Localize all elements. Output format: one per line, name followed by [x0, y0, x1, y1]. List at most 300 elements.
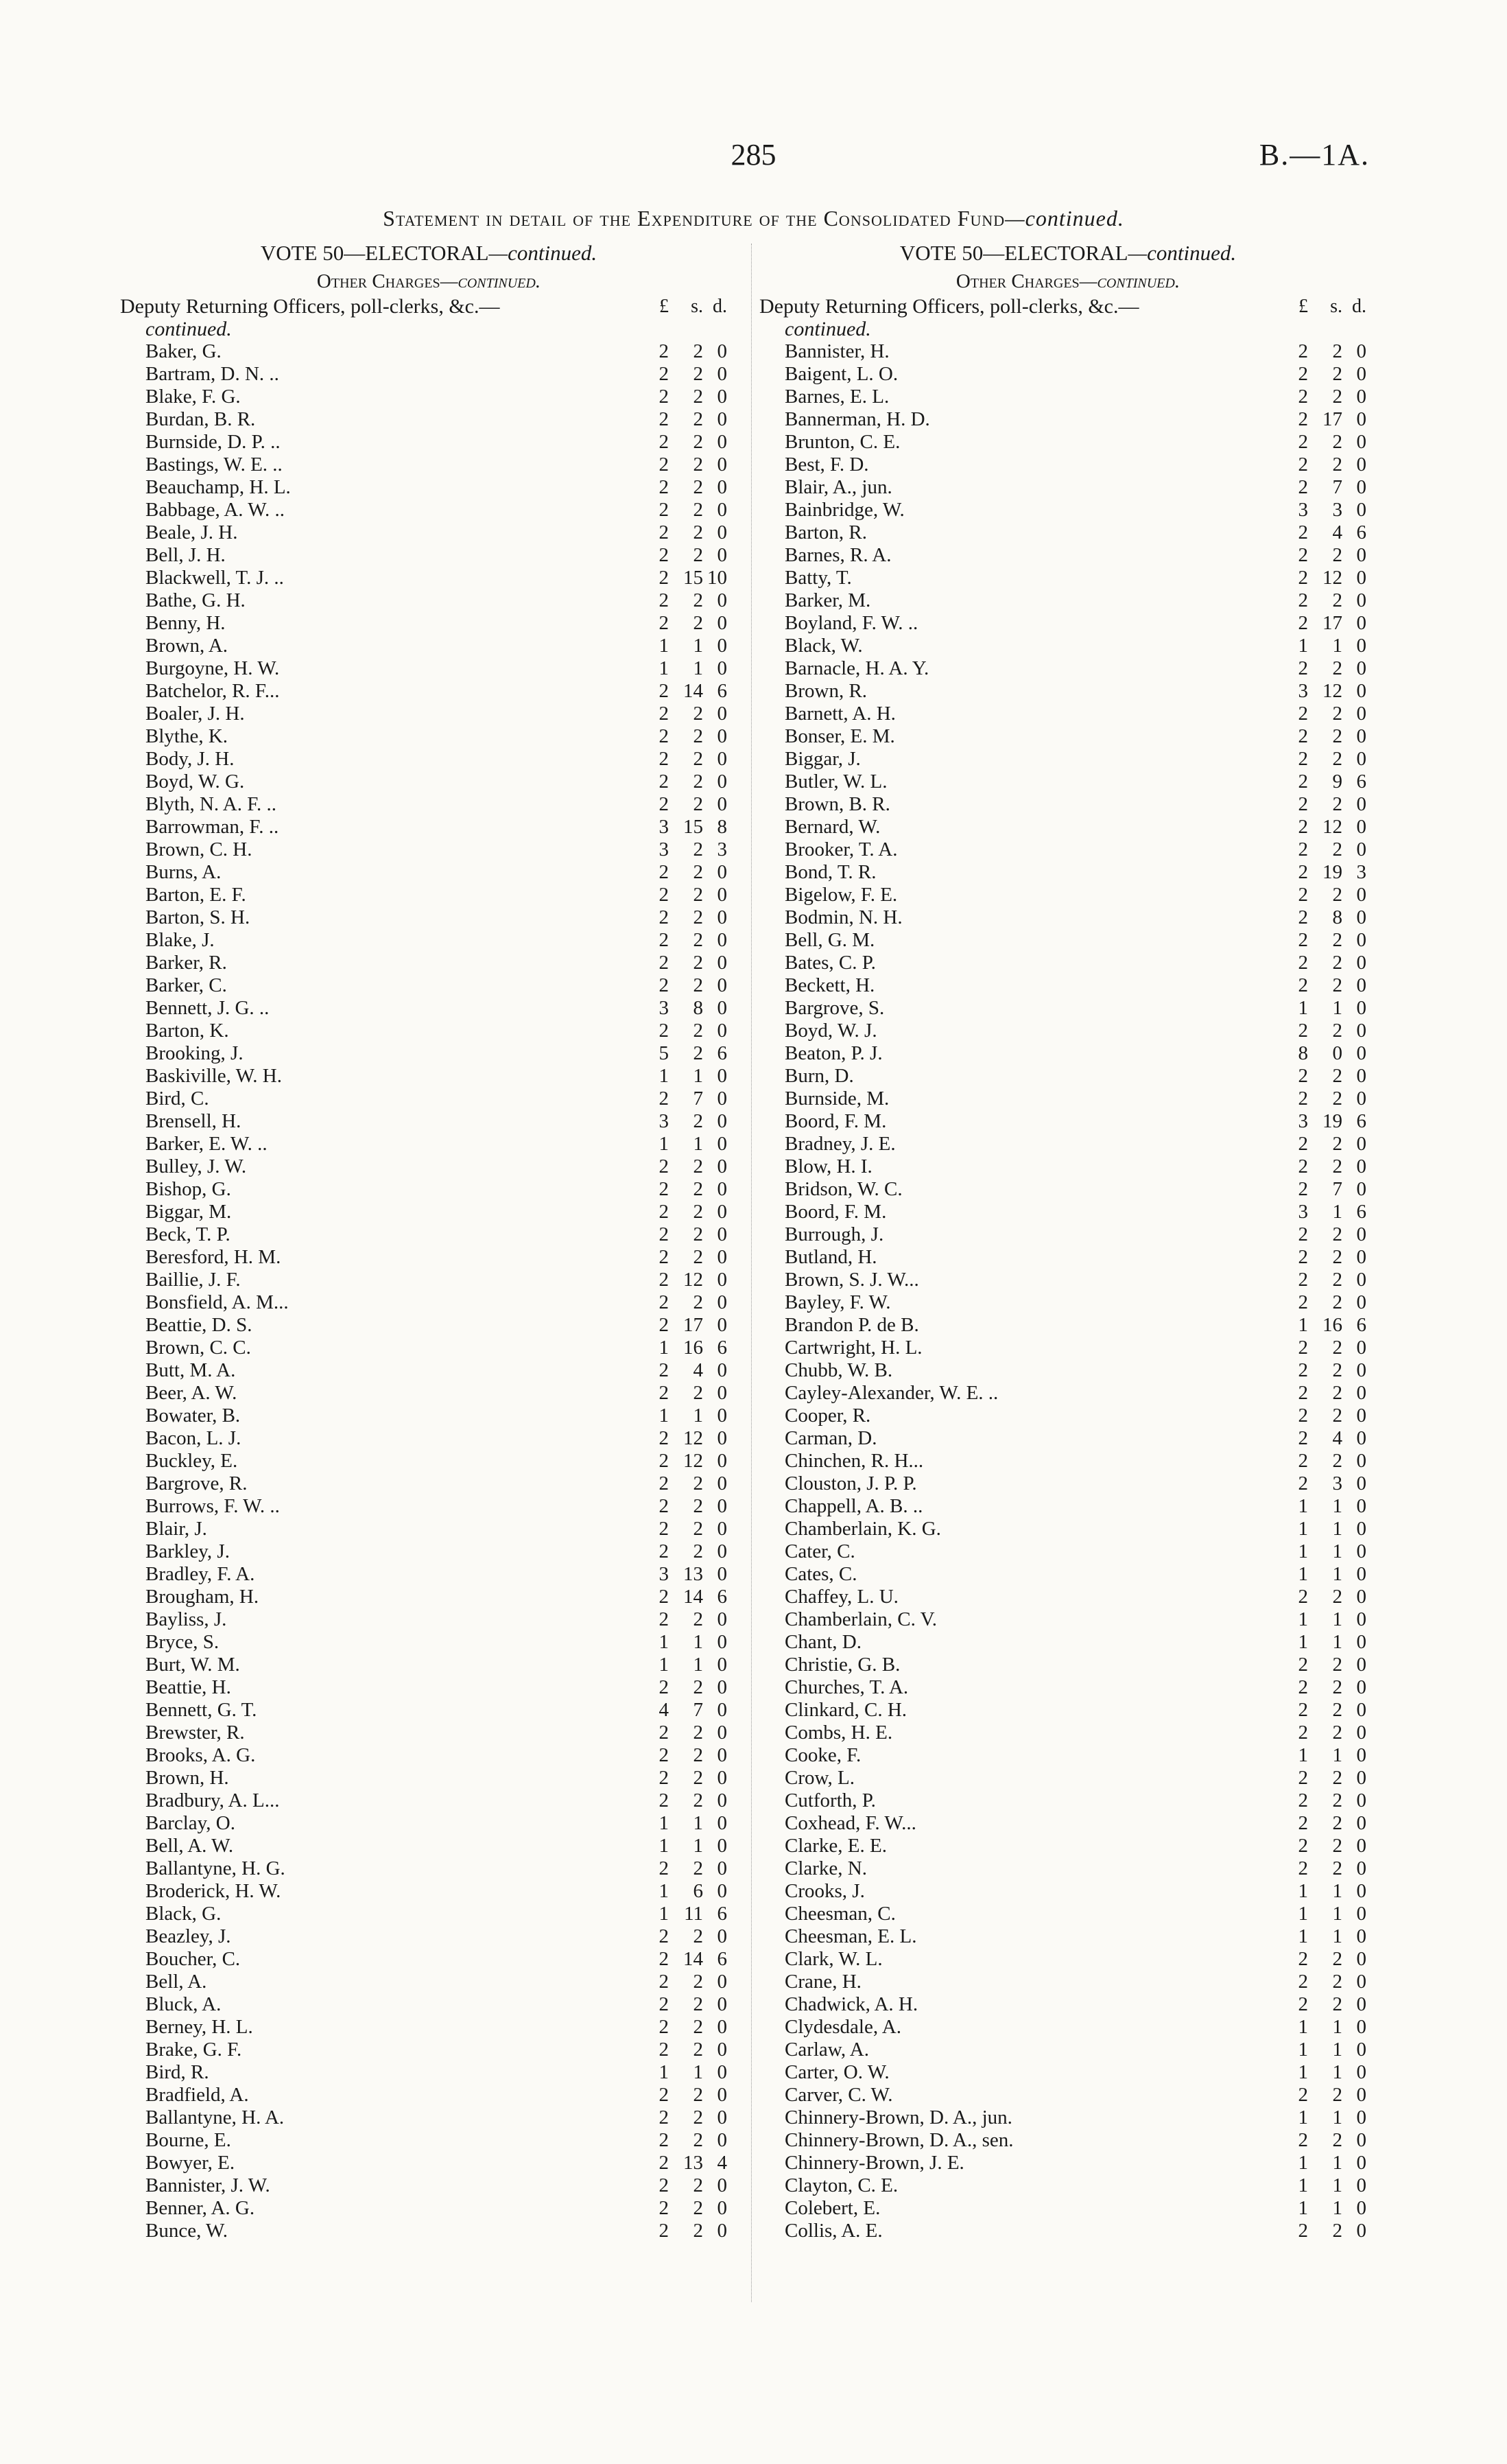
vote-heading-text: VOTE 50—ELECTORAL	[899, 241, 1128, 265]
amount-shillings: 12	[683, 1450, 703, 1472]
amount-shillings: 2	[693, 1744, 703, 1766]
table-row	[759, 544, 1377, 567]
amount-pounds: 2	[658, 2197, 669, 2219]
payee-name: Beattie, H.	[145, 1676, 231, 1698]
amount-pence: 6	[1356, 771, 1366, 793]
amount-pence: 0	[717, 657, 727, 679]
amount-pence: 4	[717, 2152, 727, 2174]
amount-shillings: 2	[693, 2129, 703, 2151]
table-row	[120, 884, 737, 906]
table-row	[759, 1201, 1377, 1223]
amount-pounds: 1	[1298, 1903, 1308, 1925]
amount-pence: 0	[717, 363, 727, 385]
table-row	[759, 386, 1377, 408]
amount-pounds: 2	[1298, 431, 1308, 453]
amount-pence: 0	[717, 1835, 727, 1857]
amount-pounds: 1	[658, 657, 669, 679]
amount-pence: 0	[1356, 1020, 1366, 1042]
charges-heading-text: Other Charges	[956, 270, 1080, 292]
table-row	[759, 1223, 1377, 1246]
payee-name: Benner, A. G.	[145, 2197, 255, 2219]
amount-pounds: 2	[1298, 1246, 1308, 1268]
amount-pounds: 2	[1298, 2129, 1308, 2151]
amount-pounds: 2	[658, 386, 669, 408]
table-row	[120, 1495, 737, 1518]
amount-shillings: 2	[1332, 2129, 1342, 2151]
amount-shillings: 2	[1332, 725, 1342, 747]
amount-pence: 0	[1356, 1133, 1366, 1155]
payee-name: Bannister, J. W.	[145, 2174, 270, 2196]
payee-name: Crow, L.	[785, 1767, 855, 1789]
amount-shillings: 2	[693, 703, 703, 725]
amount-pence: 0	[717, 1088, 727, 1110]
amount-pence: 0	[1356, 2220, 1366, 2242]
table-row	[120, 1405, 737, 1427]
amount-shillings: 13	[683, 1563, 703, 1585]
payee-name: Chant, D.	[785, 1631, 862, 1653]
amount-shillings: 2	[1332, 884, 1342, 906]
amount-pounds: 2	[1298, 454, 1308, 476]
table-row	[759, 725, 1377, 748]
payee-name: Cater, C.	[785, 1540, 855, 1562]
amount-shillings: 2	[693, 2197, 703, 2219]
table-row	[120, 1201, 737, 1223]
amount-pounds: 2	[1298, 544, 1308, 566]
amount-shillings: 2	[1332, 1065, 1342, 1087]
payee-name: Berney, H. L.	[145, 2016, 253, 2038]
payee-name: Bell, J. H.	[145, 544, 226, 566]
amount-shillings: 2	[693, 1971, 703, 1993]
charges-heading-text: Other Charges	[316, 270, 440, 292]
table-row	[759, 1790, 1377, 1812]
table-row	[120, 1427, 737, 1450]
amount-pounds: 3	[658, 838, 669, 860]
table-row	[120, 1993, 737, 2016]
table-row	[759, 1382, 1377, 1405]
amount-pounds: 1	[1298, 635, 1308, 657]
payee-name: Ballantyne, H. A.	[145, 2107, 285, 2128]
amount-pounds: 1	[658, 2061, 669, 2083]
amount-pounds: 2	[1298, 1223, 1308, 1245]
payee-name: Black, W.	[785, 635, 863, 657]
amount-shillings: 2	[693, 884, 703, 906]
payee-name: Clinkard, C. H.	[785, 1699, 907, 1721]
amount-shillings: 2	[1332, 1450, 1342, 1472]
table-row	[759, 1586, 1377, 1608]
amount-shillings: 2	[693, 1722, 703, 1744]
amount-pounds: 2	[658, 1450, 669, 1472]
table-row	[759, 1676, 1377, 1699]
amount-pounds: 1	[658, 1631, 669, 1653]
shillings-header: s.	[1330, 296, 1342, 317]
amount-pence: 0	[1356, 1088, 1366, 1110]
table-row	[759, 1540, 1377, 1563]
table-row	[120, 1903, 737, 1925]
amount-pounds: 2	[1298, 861, 1308, 883]
amount-pounds: 2	[658, 1857, 669, 1879]
amount-pence: 0	[1356, 838, 1366, 860]
amount-shillings: 7	[693, 1088, 703, 1110]
amount-shillings: 2	[1332, 1269, 1342, 1291]
amount-pence: 0	[717, 771, 727, 793]
payee-name: Batty, T.	[785, 567, 852, 589]
amount-shillings: 11	[684, 1903, 703, 1925]
payee-name: Black, G.	[145, 1903, 222, 1925]
amount-shillings: 2	[693, 1042, 703, 1064]
amount-pence: 10	[707, 567, 727, 589]
payee-name: Brake, G. F.	[145, 2039, 242, 2061]
amount-shillings: 2	[1332, 748, 1342, 770]
table-row	[120, 1880, 737, 1903]
amount-shillings: 1	[693, 1133, 703, 1155]
amount-shillings: 17	[1322, 612, 1342, 634]
amount-pounds: 2	[658, 974, 669, 996]
amount-pence: 0	[1356, 499, 1366, 521]
payee-name: Babbage, A. W. ..	[145, 499, 285, 521]
amount-pounds: 1	[1298, 1563, 1308, 1585]
payee-name: Bulley, J. W.	[145, 1155, 247, 1177]
payee-name: Clarke, E. E.	[785, 1835, 887, 1857]
amount-shillings: 2	[1332, 1586, 1342, 1608]
amount-shillings: 19	[1322, 861, 1342, 883]
payee-name: Cates, C.	[785, 1563, 857, 1585]
amount-shillings: 2	[693, 1223, 703, 1245]
payee-name: Bainbridge, W.	[785, 499, 905, 521]
amount-pounds: 2	[1298, 567, 1308, 589]
table-row	[759, 2016, 1377, 2039]
amount-pence: 0	[717, 1291, 727, 1313]
payee-name: Burgoyne, H. W.	[145, 657, 280, 679]
amount-pence: 0	[717, 997, 727, 1019]
amount-pence: 0	[717, 431, 727, 453]
payee-name: Burrows, F. W. ..	[145, 1495, 280, 1517]
payee-name: Boyland, F. W. ..	[785, 612, 918, 634]
table-row	[759, 1359, 1377, 1382]
amount-pence: 0	[717, 2107, 727, 2128]
amount-shillings: 2	[1332, 1790, 1342, 1811]
amount-pounds: 2	[658, 929, 669, 951]
amount-shillings: 2	[1332, 1133, 1342, 1155]
amount-pounds: 2	[658, 1020, 669, 1042]
amount-pounds: 2	[1298, 657, 1308, 679]
amount-pence: 3	[717, 838, 727, 860]
table-row	[759, 1948, 1377, 1971]
table-row	[759, 1767, 1377, 1790]
table-row	[120, 1608, 737, 1631]
table-row	[120, 1925, 737, 1948]
payee-name: Brooks, A. G.	[145, 1744, 256, 1766]
amount-pence: 0	[1356, 929, 1366, 951]
amount-pounds: 2	[1298, 838, 1308, 860]
amount-pounds: 2	[658, 861, 669, 883]
payee-name: Cheesman, C.	[785, 1903, 896, 1925]
amount-shillings: 2	[693, 1495, 703, 1517]
amount-shillings: 2	[1332, 1857, 1342, 1879]
table-row	[759, 476, 1377, 499]
amount-shillings: 2	[693, 340, 703, 362]
amount-pence: 0	[1356, 884, 1366, 906]
table-row	[759, 1314, 1377, 1337]
payee-name: Clydesdale, A.	[785, 2016, 901, 2038]
vote-heading-text: VOTE 50—ELECTORAL	[260, 241, 489, 265]
amount-shillings: 2	[1332, 589, 1342, 611]
table-row	[759, 838, 1377, 861]
table-row	[120, 1178, 737, 1201]
amount-shillings: 2	[1332, 1676, 1342, 1698]
table-row	[120, 1020, 737, 1042]
table-row	[120, 1971, 737, 1993]
amount-pence: 0	[1356, 1993, 1366, 2015]
amount-pence: 0	[717, 2061, 727, 2083]
payee-name: Bradley, F. A.	[145, 1563, 255, 1585]
payee-name: Bishop, G.	[145, 1178, 231, 1200]
table-row	[759, 2220, 1377, 2242]
amount-pounds: 2	[658, 906, 669, 928]
amount-pence: 0	[717, 1472, 727, 1494]
amount-pence: 0	[1356, 1495, 1366, 1517]
table-row	[759, 1563, 1377, 1586]
table-row	[120, 906, 737, 929]
table-row	[120, 1835, 737, 1857]
payee-name: Butler, W. L.	[785, 771, 888, 793]
amount-pence: 0	[1356, 1744, 1366, 1766]
table-row	[759, 1699, 1377, 1722]
table-row	[120, 793, 737, 816]
amount-pence: 0	[717, 861, 727, 883]
amount-pence: 0	[1356, 1790, 1366, 1811]
table-row	[759, 1608, 1377, 1631]
amount-pence: 0	[717, 1676, 727, 1698]
amount-pounds: 2	[658, 1382, 669, 1404]
payee-name: Brown, C. H.	[145, 838, 252, 860]
table-row	[759, 1405, 1377, 1427]
table-row	[120, 2152, 737, 2174]
table-row	[759, 567, 1377, 589]
amount-pence: 0	[717, 1020, 727, 1042]
payee-name: Brown, A.	[145, 635, 228, 657]
payee-name: Burnside, M.	[785, 1088, 890, 1110]
amount-pence: 0	[717, 725, 727, 747]
payee-name: Barker, R.	[145, 952, 227, 974]
statement-title	[0, 206, 1507, 231]
table-row	[759, 1993, 1377, 2016]
table-row	[759, 1291, 1377, 1314]
amount-shillings: 14	[683, 1948, 703, 1970]
amount-shillings: 2	[693, 2174, 703, 2196]
table-row	[759, 929, 1377, 952]
amount-shillings: 2	[693, 612, 703, 634]
table-row	[120, 386, 737, 408]
payee-name: Beale, J. H.	[145, 521, 238, 543]
table-row	[120, 521, 737, 544]
amount-pence: 0	[717, 974, 727, 996]
amount-pence: 0	[1356, 1337, 1366, 1359]
table-row	[759, 1155, 1377, 1178]
amount-pence: 0	[1356, 1563, 1366, 1585]
payee-name: Burrough, J.	[785, 1223, 884, 1245]
payee-name: Bathe, G. H.	[145, 589, 246, 611]
payee-name: Brooking, J.	[145, 1042, 244, 1064]
amount-pence: 0	[717, 1857, 727, 1879]
amount-pounds: 2	[658, 431, 669, 453]
payee-name: Broderick, H. W.	[145, 1880, 281, 1902]
payee-name: Bates, C. P.	[785, 952, 876, 974]
amount-pence: 0	[717, 2197, 727, 2219]
table-row	[120, 1314, 737, 1337]
amount-shillings: 2	[693, 386, 703, 408]
table-row	[120, 1676, 737, 1699]
amount-pounds: 2	[1298, 1722, 1308, 1744]
table-row	[759, 431, 1377, 454]
amount-pence: 0	[1356, 1948, 1366, 1970]
amount-pence: 0	[1356, 1540, 1366, 1562]
amount-pence: 0	[1356, 340, 1366, 362]
payee-name: Crooks, J.	[785, 1880, 865, 1902]
amount-pence: 0	[717, 1540, 727, 1562]
amount-shillings: 2	[1332, 1948, 1342, 1970]
amount-pence: 0	[1356, 974, 1366, 996]
payee-name: Bonser, E. M.	[785, 725, 895, 747]
amount-shillings: 2	[1332, 952, 1342, 974]
amount-shillings: 2	[693, 1291, 703, 1313]
table-row	[120, 1857, 737, 1880]
table-row	[120, 1948, 737, 1971]
payee-name: Baillie, J. F.	[145, 1269, 241, 1291]
amount-shillings: 1	[1332, 1744, 1342, 1766]
amount-pence: 0	[717, 2084, 727, 2106]
amount-pounds: 2	[658, 1427, 669, 1449]
amount-pounds: 2	[1298, 363, 1308, 385]
amount-shillings: 2	[693, 1382, 703, 1404]
amount-shillings: 2	[693, 2084, 703, 2106]
amount-shillings: 2	[1332, 1291, 1342, 1313]
amount-pounds: 2	[1298, 771, 1308, 793]
pounds-header: £	[659, 296, 669, 317]
amount-pounds: 2	[1298, 1178, 1308, 1200]
amount-pounds: 2	[658, 340, 669, 362]
amount-shillings: 1	[1332, 1903, 1342, 1925]
payee-name: Beazley, J.	[145, 1925, 231, 1947]
payee-name: Bond, T. R.	[785, 861, 877, 883]
amount-pence: 0	[1356, 2129, 1366, 2151]
payee-name: Burns, A.	[145, 861, 222, 883]
payee-name: Cooke, F.	[785, 1744, 862, 1766]
payee-name: Bourne, E.	[145, 2129, 231, 2151]
statement-title-suffix: —continued.	[1005, 206, 1124, 231]
payee-name: Bird, R.	[145, 2061, 209, 2083]
payee-name: Baskiville, W. H.	[145, 1065, 282, 1087]
amount-pounds: 1	[1298, 1608, 1308, 1630]
payee-name: Barton, E. F.	[145, 884, 246, 906]
amount-pounds: 2	[658, 1993, 669, 2015]
amount-pounds: 2	[1298, 1405, 1308, 1427]
amount-shillings: 1	[693, 1835, 703, 1857]
table-row	[759, 1880, 1377, 1903]
amount-pounds: 2	[658, 1291, 669, 1313]
payee-name: Blake, F. G.	[145, 386, 241, 408]
amount-pounds: 1	[1298, 1744, 1308, 1766]
payee-name: Clouston, J. P. P.	[785, 1472, 917, 1494]
payee-name: Barclay, O.	[145, 1812, 235, 1834]
table-row	[120, 1450, 737, 1472]
amount-pounds: 2	[1298, 929, 1308, 951]
amount-pence: 0	[1356, 1857, 1366, 1879]
payee-name: Best, F. D.	[785, 454, 869, 476]
amount-shillings: 3	[1332, 1472, 1342, 1494]
amount-pounds: 2	[658, 1472, 669, 1494]
payee-name: Carman, D.	[785, 1427, 877, 1449]
amount-pounds: 2	[658, 1178, 669, 1200]
table-row	[120, 680, 737, 703]
amount-pounds: 2	[1298, 1269, 1308, 1291]
amount-pounds: 2	[658, 1790, 669, 1811]
currency-header-left	[648, 295, 744, 318]
amount-pence: 0	[717, 1223, 727, 1245]
amount-pounds: 2	[658, 1223, 669, 1245]
payee-name: Barkley, J.	[145, 1540, 230, 1562]
amount-pence: 6	[1356, 521, 1366, 543]
table-row	[120, 1269, 737, 1291]
amount-pounds: 1	[1298, 1540, 1308, 1562]
table-row	[120, 1291, 737, 1314]
payee-name: Bargrove, R.	[145, 1472, 248, 1494]
payee-name: Boucher, C.	[145, 1948, 241, 1970]
amount-shillings: 2	[693, 1857, 703, 1879]
amount-shillings: 2	[1332, 2084, 1342, 2106]
payee-name: Boyd, W. G.	[145, 771, 245, 793]
table-row	[120, 2129, 737, 2152]
table-row	[120, 1065, 737, 1088]
amount-pounds: 1	[1298, 2152, 1308, 2174]
amount-shillings: 12	[1322, 816, 1342, 838]
payee-name: Bennett, G. T.	[145, 1699, 257, 1721]
payee-name: Bell, A.	[145, 1971, 207, 1993]
amount-pence: 0	[1356, 1586, 1366, 1608]
amount-pounds: 2	[658, 793, 669, 815]
payee-name: Barnacle, H. A. Y.	[785, 657, 929, 679]
table-row	[759, 1450, 1377, 1472]
payee-name: Blyth, N. A. F. ..	[145, 793, 277, 815]
payee-name: Bayley, F. W.	[785, 1291, 891, 1313]
table-row	[120, 657, 737, 680]
payee-name: Batchelor, R. F...	[145, 680, 280, 702]
payee-name: Brown, H.	[145, 1767, 229, 1789]
payee-name: Bradney, J. E.	[785, 1133, 896, 1155]
amount-pence: 0	[1356, 635, 1366, 657]
table-row	[759, 816, 1377, 838]
amount-pounds: 2	[658, 454, 669, 476]
amount-shillings: 12	[683, 1269, 703, 1291]
table-row	[759, 1857, 1377, 1880]
entries-left	[120, 340, 737, 2242]
payee-name: Colebert, E.	[785, 2197, 881, 2219]
payee-name: Blair, J.	[145, 1518, 207, 1540]
amount-shillings: 2	[693, 861, 703, 883]
table-row	[759, 2129, 1377, 2152]
amount-shillings: 1	[693, 1065, 703, 1087]
payee-name: Blair, A., jun.	[785, 476, 892, 498]
amount-pounds: 1	[1298, 1880, 1308, 1902]
amount-shillings: 2	[693, 1020, 703, 1042]
payee-name: Chubb, W. B.	[785, 1359, 893, 1381]
table-row	[120, 2107, 737, 2129]
amount-pence: 0	[1356, 1903, 1366, 1925]
table-row	[120, 1472, 737, 1495]
table-row	[759, 2174, 1377, 2197]
amount-pence: 0	[1356, 544, 1366, 566]
amount-shillings: 2	[1332, 838, 1342, 860]
amount-pounds: 2	[1298, 884, 1308, 906]
